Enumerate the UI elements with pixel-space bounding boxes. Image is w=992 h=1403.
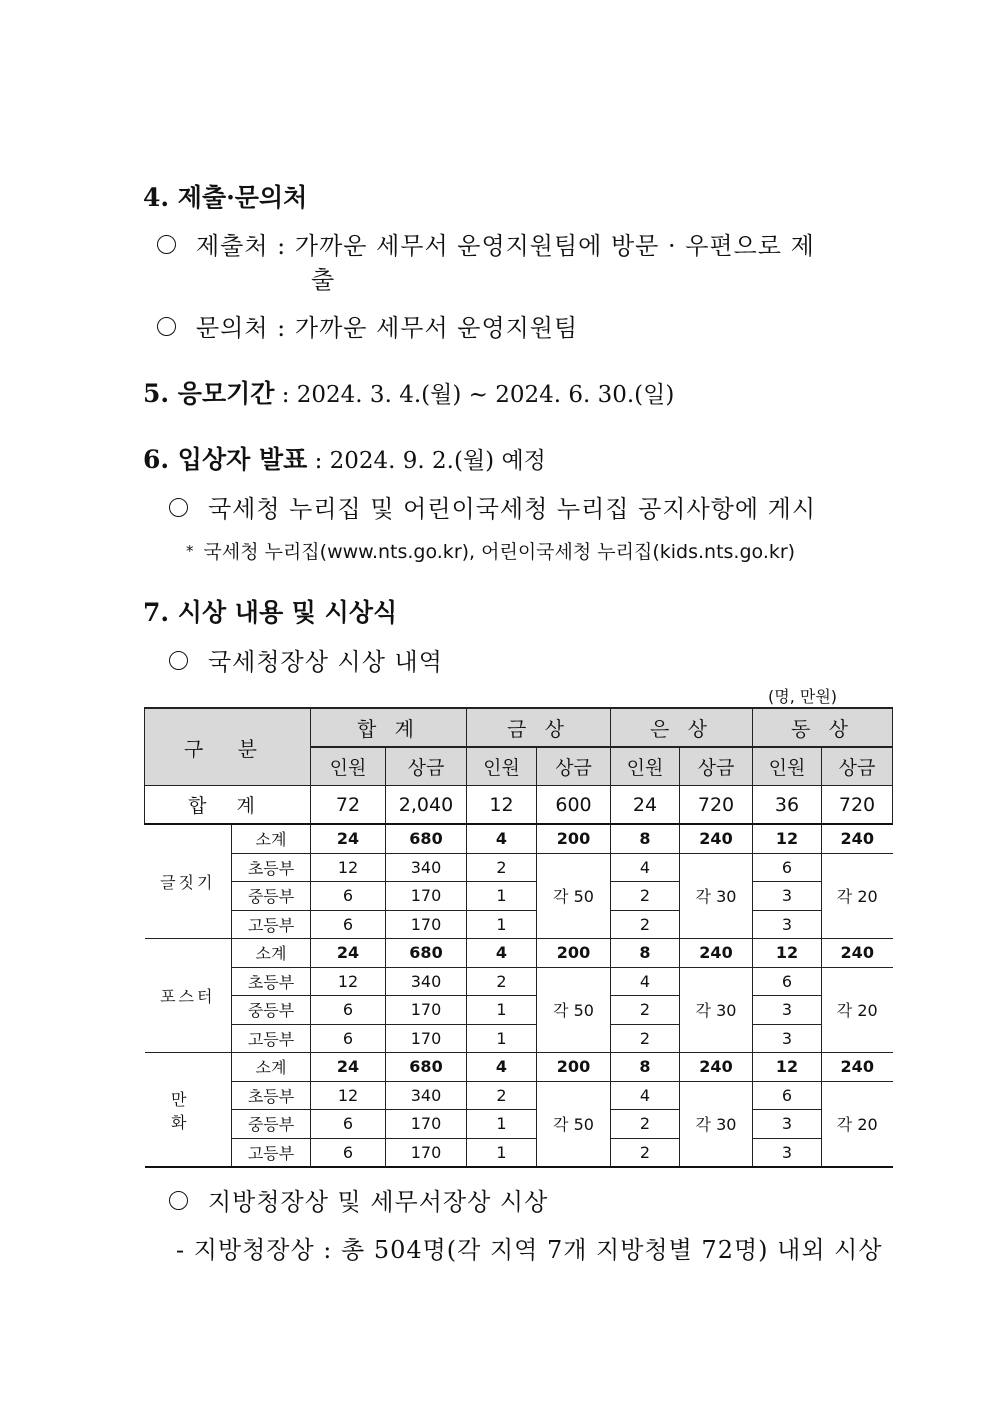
website-note-text: 국세청 누리집(www.nts.go.kr), 어린이국세청 누리집(kids.nts.go.kr) [203, 541, 796, 563]
section-4-title: 4. 제출·문의처 [143, 183, 308, 212]
cell: 240 [680, 1053, 753, 1082]
header-amount: 상금 [822, 747, 893, 786]
circle-bullet-icon [169, 498, 188, 517]
cell: 24 [311, 824, 386, 853]
row-label: 고등부 [232, 1024, 311, 1053]
prize-item [169, 642, 443, 677]
row-label: 초등부 [232, 853, 311, 882]
total-cell: 600 [537, 786, 611, 825]
cell: 170 [386, 996, 467, 1025]
gold-each: 각 50 [537, 853, 611, 939]
circle-bullet-icon [169, 651, 188, 670]
silver-each: 각 30 [680, 967, 753, 1053]
total-cell: 24 [611, 786, 680, 825]
header-bronze: 동 상 [753, 708, 893, 747]
cell: 3 [753, 1024, 822, 1053]
cell: 6 [311, 1138, 386, 1167]
cell: 680 [386, 824, 467, 853]
header-gold: 금 상 [467, 708, 611, 747]
row-label: 초등부 [232, 967, 311, 996]
category-essay: 글짓기 [145, 824, 232, 939]
row-label: 중등부 [232, 882, 311, 911]
section-5 [143, 374, 674, 410]
row-label: 고등부 [232, 910, 311, 939]
cell: 1 [467, 882, 537, 911]
row-label: 초등부 [232, 1081, 311, 1110]
row-label: 소계 [232, 1053, 311, 1082]
cell: 240 [680, 939, 753, 968]
cell: 680 [386, 1053, 467, 1082]
row-label: 중등부 [232, 1110, 311, 1139]
category-cartoon: 만 화 [145, 1053, 232, 1168]
header-count: 인원 [753, 747, 822, 786]
cell: 1 [467, 910, 537, 939]
row-label: 중등부 [232, 996, 311, 1025]
cell: 12 [753, 939, 822, 968]
header-amount: 상금 [386, 747, 467, 786]
cell: 340 [386, 853, 467, 882]
cell: 4 [611, 853, 680, 882]
cell: 2 [611, 910, 680, 939]
total-label: 합 계 [145, 786, 311, 825]
cell: 12 [753, 824, 822, 853]
header-silver: 은 상 [611, 708, 753, 747]
section-5-title: 5. 응모기간 [143, 379, 275, 408]
inquiry-text: 문의처 : 가까운 세무서 운영지원팀 [196, 314, 579, 342]
row-label: 소계 [232, 939, 311, 968]
cell: 680 [386, 939, 467, 968]
announcement-text: 국세청 누리집 및 어린이국세청 누리집 공지사항에 게시 [208, 495, 817, 523]
category-poster: 포스터 [145, 939, 232, 1053]
prize-item-text: 국세청장상 시상 내역 [208, 648, 443, 676]
section-6-title: 6. 입상자 발표 [143, 445, 308, 474]
header-total: 합 계 [311, 708, 467, 747]
gold-each: 각 50 [537, 967, 611, 1053]
cell: 8 [611, 1053, 680, 1082]
header-category: 구 분 [145, 708, 311, 786]
total-cell: 720 [822, 786, 893, 825]
cell: 340 [386, 967, 467, 996]
cell: 24 [311, 939, 386, 968]
section-7-title: 7. 시상 내용 및 시상식 [143, 598, 398, 627]
unit-label: (명, 만원) [768, 687, 838, 706]
cell: 1 [467, 1138, 537, 1167]
cell: 2 [467, 1081, 537, 1110]
submit-text: 제출처 : 가까운 세무서 운영지원팀에 방문 · 우편으로 제 [196, 232, 815, 260]
section-6 [143, 440, 546, 476]
cell: 2 [611, 882, 680, 911]
total-cell: 720 [680, 786, 753, 825]
cell: 170 [386, 1024, 467, 1053]
cell: 1 [467, 996, 537, 1025]
total-cell: 12 [467, 786, 537, 825]
regional-prize-detail: - 지방청장상 : 총 504명(각 지역 7개 지방청별 72명) 내외 시상 [176, 1236, 883, 1264]
total-cell: 2,040 [386, 786, 467, 825]
cell: 3 [753, 1110, 822, 1139]
cell: 6 [311, 882, 386, 911]
cell: 4 [467, 939, 537, 968]
cell: 1 [467, 1110, 537, 1139]
application-period: : 2024. 3. 4.(월) ~ 2024. 6. 30.(일) [274, 382, 675, 408]
header-count: 인원 [467, 747, 537, 786]
cell: 3 [753, 1138, 822, 1167]
cell: 1 [467, 1024, 537, 1053]
cell: 3 [753, 910, 822, 939]
cell: 6 [311, 1110, 386, 1139]
cell: 240 [822, 939, 893, 968]
total-cell: 36 [753, 786, 822, 825]
cell: 2 [611, 1110, 680, 1139]
inquiry-item [157, 308, 578, 343]
cell: 2 [611, 996, 680, 1025]
cell: 2 [467, 967, 537, 996]
cell: 2 [611, 1024, 680, 1053]
submit-item-cont: 출 [311, 266, 336, 294]
cell: 170 [386, 910, 467, 939]
cell: 12 [311, 967, 386, 996]
cell: 200 [537, 939, 611, 968]
circle-bullet-icon [169, 1191, 188, 1210]
circle-bullet-icon [157, 317, 176, 336]
cell: 340 [386, 1081, 467, 1110]
cell: 12 [311, 1081, 386, 1110]
regional-prize-item [169, 1182, 548, 1217]
gold-each: 각 50 [537, 1081, 611, 1167]
cell: 6 [753, 967, 822, 996]
regional-prize-text: 지방청장상 및 세무서장상 시상 [208, 1188, 549, 1216]
cell: 3 [753, 882, 822, 911]
row-label: 고등부 [232, 1138, 311, 1167]
cell: 4 [467, 1053, 537, 1082]
circle-bullet-icon [157, 235, 176, 254]
bronze-each: 각 20 [822, 853, 893, 939]
cell: 240 [822, 824, 893, 853]
website-note [186, 537, 795, 564]
header-count: 인원 [311, 747, 386, 786]
cell: 200 [537, 1053, 611, 1082]
cell: 240 [822, 1053, 893, 1082]
cell: 170 [386, 882, 467, 911]
cell: 6 [753, 853, 822, 882]
cell: 6 [311, 1024, 386, 1053]
cell: 2 [611, 1138, 680, 1167]
cell: 170 [386, 1138, 467, 1167]
header-amount: 상금 [680, 747, 753, 786]
cell: 240 [680, 824, 753, 853]
silver-each: 각 30 [680, 853, 753, 939]
asterisk-marker: * [186, 542, 194, 560]
silver-each: 각 30 [680, 1081, 753, 1167]
cell: 8 [611, 824, 680, 853]
row-label: 소계 [232, 824, 311, 853]
cell: 3 [753, 996, 822, 1025]
bronze-each: 각 20 [822, 1081, 893, 1167]
cell: 6 [311, 910, 386, 939]
cell: 4 [467, 824, 537, 853]
cell: 6 [311, 996, 386, 1025]
bronze-each: 각 20 [822, 967, 893, 1053]
prize-table [144, 707, 893, 1168]
cell: 8 [611, 939, 680, 968]
cell: 2 [467, 853, 537, 882]
cell: 6 [753, 1081, 822, 1110]
submit-item [157, 226, 815, 261]
cell: 170 [386, 1110, 467, 1139]
header-count: 인원 [611, 747, 680, 786]
announcement-item [169, 489, 816, 524]
cell: 200 [537, 824, 611, 853]
cell: 12 [753, 1053, 822, 1082]
announcement-date: : 2024. 9. 2.(월) 예정 [307, 448, 546, 474]
cell: 24 [311, 1053, 386, 1082]
cell: 12 [311, 853, 386, 882]
cell: 4 [611, 967, 680, 996]
header-amount: 상금 [537, 747, 611, 786]
cell: 4 [611, 1081, 680, 1110]
total-cell: 72 [311, 786, 386, 825]
